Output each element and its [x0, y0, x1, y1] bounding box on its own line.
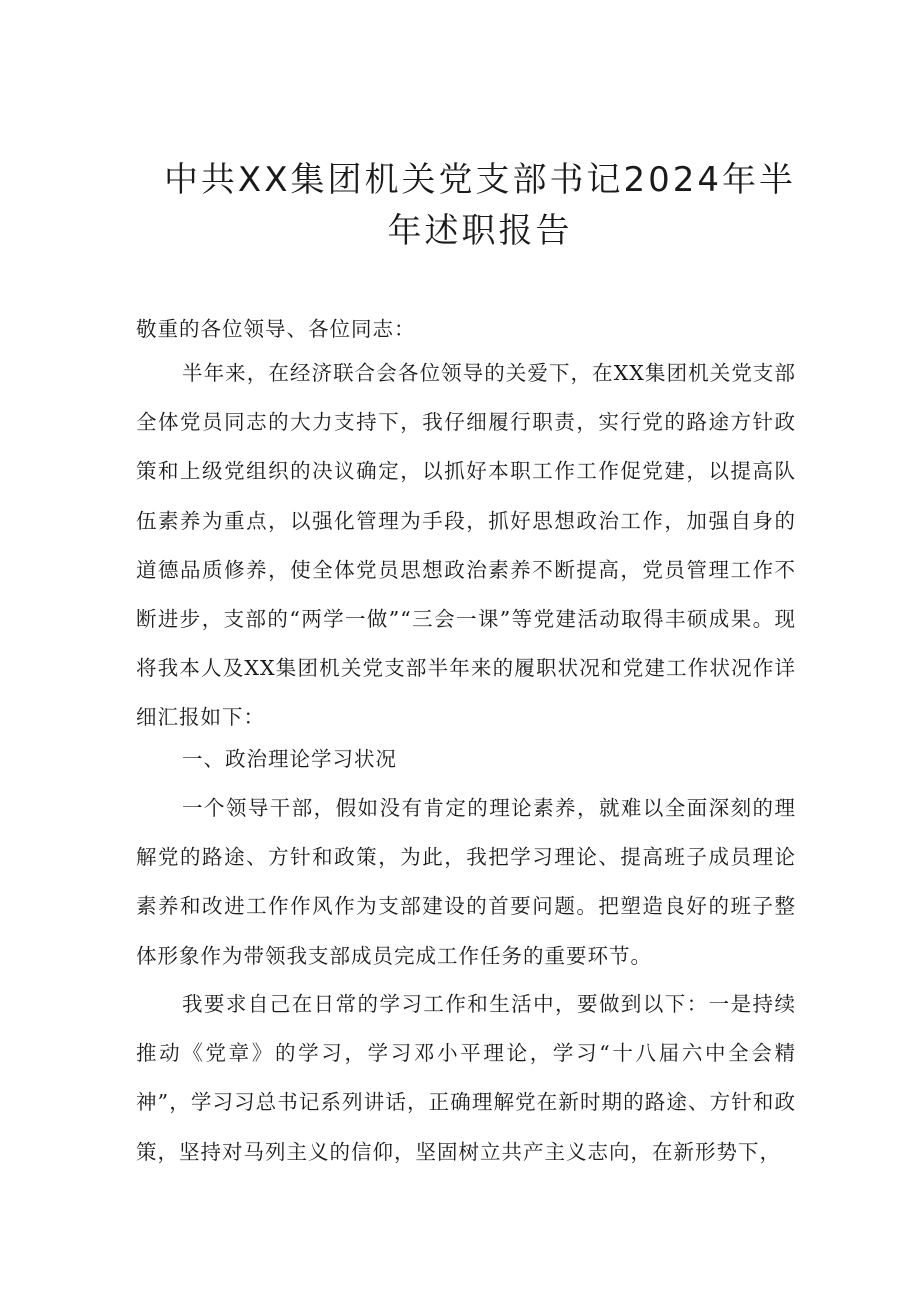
section-heading-political-study: 一、政治理论学习状况	[182, 747, 397, 771]
document-title-line-2: 年述职报告	[387, 211, 573, 251]
paragraph-introduction: 半年来，在经济联合会各位领导的关爱下，在XX集团机关党支部全体党员同志的大力支持下，我仔细履行职责，实行党的路途方针政策和上级党组织的决议确定，以抓好本职工作工作促党建，以提高队伍素养为重点，以强化管理为手段，抓好思想政治工作，加强自身的道德品质修养，使全体党员思想政治素养不断提高，党员管理工作不断进步，支部的“两学一做”“三会一课”等党建活动取得丰硕成果。现将我本人及XX集团机关党支部半年来的履职状况和党建工作状况作详细汇报如下：	[136, 361, 796, 730]
salutation: 敬重的各位领导、各位同志：	[136, 317, 416, 341]
paragraph-theory-importance: 一个领导干部，假如没有肯定的理论素养，就难以全面深刻的理解党的路途、方针和政策，为此，我把学习理论、提高班子成员理论素养和改进工作作风作为支部建设的首要问题。把塑造良好的班子整体形象作为带领我支部成员完成工作任务的重要环节。	[136, 796, 796, 968]
document-title-line-1: 中共XX集团机关党支部书记2024年半	[163, 160, 797, 200]
paragraph-study-requirements: 我要求自己在日常的学习工作和生活中，要做到以下：一是持续推动《党章》的学习，学习邓小平理论，学习“十八届六中全会精神”，学习习总书记系列讲话，正确理解党在新时期的路途、方针和政策，坚持对马列主义的信仰，坚固树立共产主义志向，在新形势下，	[136, 992, 796, 1164]
